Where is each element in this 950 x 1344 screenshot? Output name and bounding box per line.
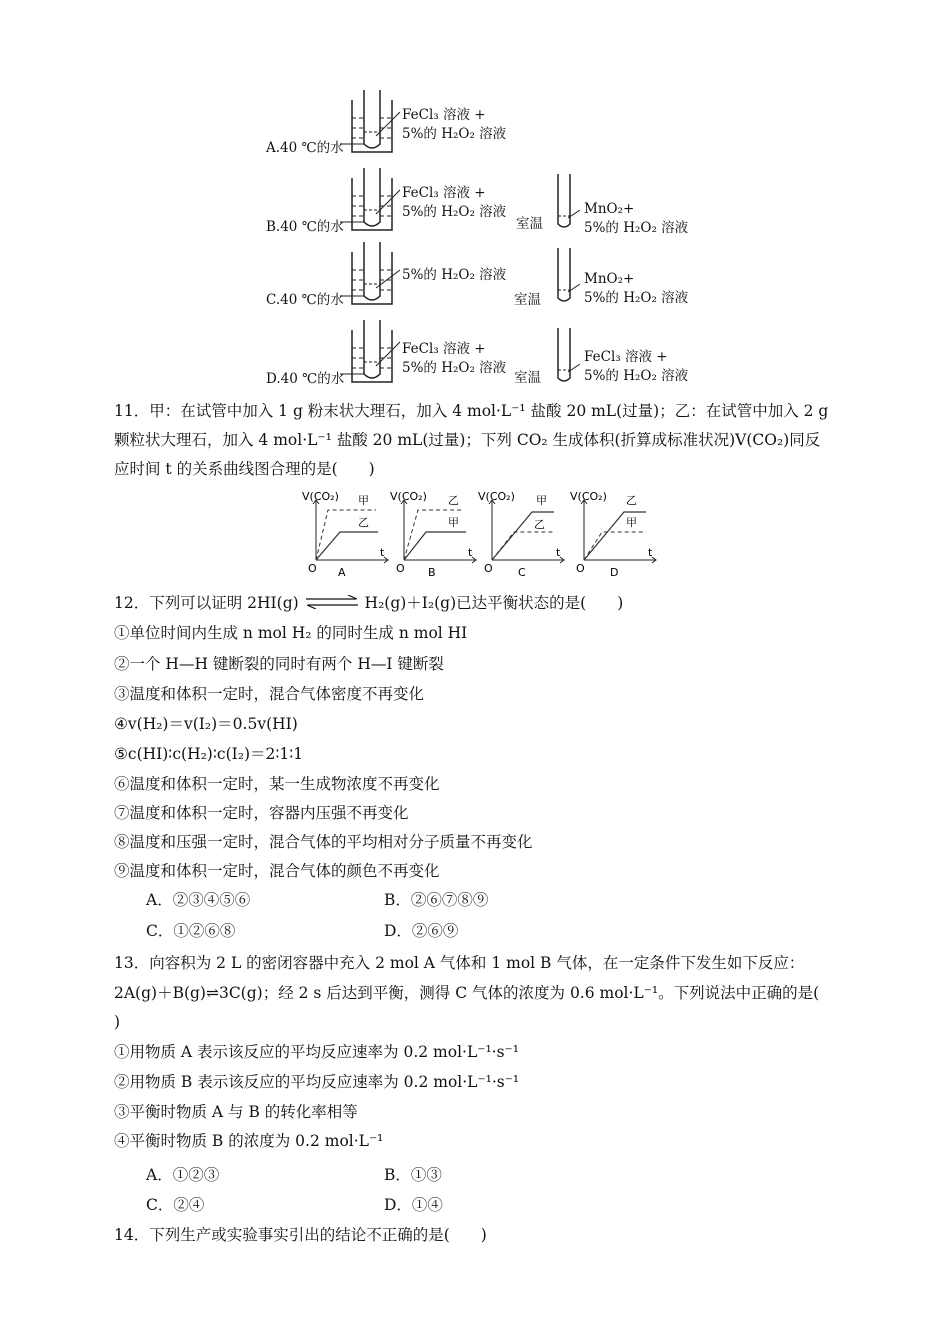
q11-a-ylabel: V(CO₂) — [302, 490, 339, 503]
q11-b-ylabel: V(CO₂) — [390, 490, 427, 503]
q11-d-ylabel: V(CO₂) — [570, 490, 607, 503]
q14-stem: 14．下列生产或实验事实引出的结论不正确的是( ) — [114, 1226, 487, 1244]
q11-d-series2: 甲 — [626, 516, 637, 529]
q11-a-origin: O — [308, 562, 317, 575]
q12-item-8: ⑧温度和压强一定时，混合气体的平均相对分子质量不再变化 — [114, 833, 533, 851]
q10-c-tube2 — [550, 246, 580, 306]
q12-item-7: ⑦温度和体积一定时，容器内压强不再变化 — [114, 804, 409, 822]
q11-a-label: A — [338, 566, 346, 579]
q10-c-tube2-label: MnO₂+ 5%的 H₂O₂ 溶液 — [584, 271, 689, 306]
q11-stem-line2: 颗粒状大理石，加入 4 mol·L⁻¹ 盐酸 20 mL(过量)；下列 CO₂ 生成体积(折算成标准状况)V(CO₂)同反 — [114, 431, 821, 449]
q13-item-1: ①用物质 A 表示该反应的平均反应速率为 0.2 mol·L⁻¹·s⁻¹ — [114, 1043, 519, 1061]
q10-a-tube-label: FeCl₃ 溶液 + 5%的 H₂O₂ 溶液 — [402, 107, 507, 142]
q11-graph-d — [566, 490, 660, 580]
q11-b-origin: O — [396, 562, 405, 575]
equilibrium-arrow-icon — [304, 595, 360, 609]
q10-d-beaker — [340, 318, 400, 388]
q10-d-tube2-label: FeCl₃ 溶液 + 5%的 H₂O₂ 溶液 — [584, 349, 689, 384]
q10-d-tube2 — [550, 326, 580, 386]
q12-item-4: ④v(H₂)＝v(I₂)＝0.5v(HI) — [114, 715, 298, 733]
q10-a-bath-label: A.40 ℃的水 — [266, 140, 344, 156]
q12-stem — [114, 593, 623, 613]
q10-b-tube2 — [550, 172, 580, 232]
q12-item-6: ⑥温度和体积一定时，某一生成物浓度不再变化 — [114, 775, 440, 793]
q12-item-3: ③温度和体积一定时，混合气体密度不再变化 — [114, 685, 425, 703]
q10-b-bath-label: B.40 ℃的水 — [266, 219, 344, 235]
q11-graph-b — [386, 490, 480, 580]
q13-stem-line2: 2A(g)＋B(g)⇌3C(g)；经 2 s 后达到平衡，测得 C 气体的浓度为 0.6 mol·L⁻¹。下列说法中正确的是( — [114, 984, 820, 1002]
q10-d-tube-label: FeCl₃ 溶液 + 5%的 H₂O₂ 溶液 — [402, 341, 507, 376]
q10-c-beaker — [340, 240, 400, 310]
q11-a-series1: 甲 — [358, 494, 369, 507]
q11-c-series1: 甲 — [536, 494, 547, 507]
q11-b-series2: 甲 — [448, 516, 459, 529]
q11-b-xlabel: t — [468, 546, 473, 559]
q10-b-tube2-label: MnO₂+ 5%的 H₂O₂ 溶液 — [584, 201, 689, 236]
q13-stem-line1: 13．向容积为 2 L 的密闭容器中充入 2 mol A 气体和 1 mol B 气体，在一定条件下发生如下反应： — [114, 954, 805, 972]
q11-d-xlabel: t — [648, 546, 653, 559]
q10-c-tube-label: 5%的 H₂O₂ 溶液 — [402, 267, 507, 283]
q11-graph-a — [298, 490, 392, 580]
q10-d-bath-label: D.40 ℃的水 — [266, 371, 345, 387]
q13-stem-line3: ) — [114, 1013, 121, 1031]
q11-a-series2: 乙 — [358, 516, 369, 529]
q12-item-5: ⑤c(HI)∶c(H₂)∶c(I₂)＝2∶1∶1 — [114, 745, 304, 763]
q11-d-series1: 乙 — [626, 494, 637, 507]
q13-option-b[interactable]: B．①③ — [384, 1166, 442, 1184]
q11-c-origin: O — [484, 562, 493, 575]
q11-b-series1: 乙 — [448, 494, 459, 507]
q10-a-beaker — [340, 88, 400, 158]
q10-d-room-label: 室温 — [514, 370, 541, 386]
q13-item-2: ②用物质 B 表示该反应的平均反应速率为 0.2 mol·L⁻¹·s⁻¹ — [114, 1073, 520, 1091]
q11-a-xlabel: t — [380, 546, 385, 559]
q11-d-label: D — [610, 566, 619, 579]
q12-item-9: ⑨温度和体积一定时，混合气体的颜色不再变化 — [114, 862, 440, 880]
q10-b-room-label: 室温 — [516, 216, 543, 232]
q13-item-3: ③平衡时物质 A 与 B 的转化率相等 — [114, 1103, 358, 1121]
q12-stem-post: H₂(g)＋I₂(g)已达平衡状态的是( ) — [364, 594, 624, 612]
q13-option-a[interactable]: A．①②③ — [146, 1166, 220, 1184]
q13-option-c[interactable]: C．②④ — [146, 1196, 205, 1214]
q11-stem-line3: 应时间 t 的关系曲线图合理的是( ) — [114, 460, 375, 478]
q11-c-ylabel: V(CO₂) — [478, 490, 515, 503]
q12-item-2: ②一个 H—H 键断裂的同时有两个 H—I 键断裂 — [114, 655, 444, 673]
q12-option-b[interactable]: B．②⑥⑦⑧⑨ — [384, 891, 489, 909]
q13-option-d[interactable]: D．①④ — [384, 1196, 443, 1214]
q10-b-beaker — [340, 166, 400, 236]
q12-option-c[interactable]: C．①②⑥⑧ — [146, 922, 236, 940]
q10-c-room-label: 室温 — [514, 292, 541, 308]
q12-option-a[interactable]: A．②③④⑤⑥ — [146, 891, 251, 909]
q11-c-xlabel: t — [556, 546, 561, 559]
q12-option-d[interactable]: D．②⑥⑨ — [384, 922, 459, 940]
q11-c-series2: 乙 — [534, 518, 545, 531]
q10-b-tube-label: FeCl₃ 溶液 + 5%的 H₂O₂ 溶液 — [402, 185, 507, 220]
q13-item-4: ④平衡时物质 B 的浓度为 0.2 mol·L⁻¹ — [114, 1132, 384, 1150]
q11-graph-c — [474, 490, 568, 580]
q11-c-label: C — [518, 566, 526, 579]
q11-stem-line1: 11．甲：在试管中加入 1 g 粉末状大理石，加入 4 mol·L⁻¹ 盐酸 20 mL(过量)；乙：在试管中加入 2 g — [114, 402, 829, 420]
q11-b-label: B — [428, 566, 436, 579]
q12-stem-pre: 12．下列可以证明 2HI(g) — [114, 594, 299, 612]
q10-c-bath-label: C.40 ℃的水 — [266, 292, 344, 308]
q12-item-1: ①单位时间内生成 n mol H₂ 的同时生成 n mol HI — [114, 624, 468, 642]
q11-d-origin: O — [576, 562, 585, 575]
